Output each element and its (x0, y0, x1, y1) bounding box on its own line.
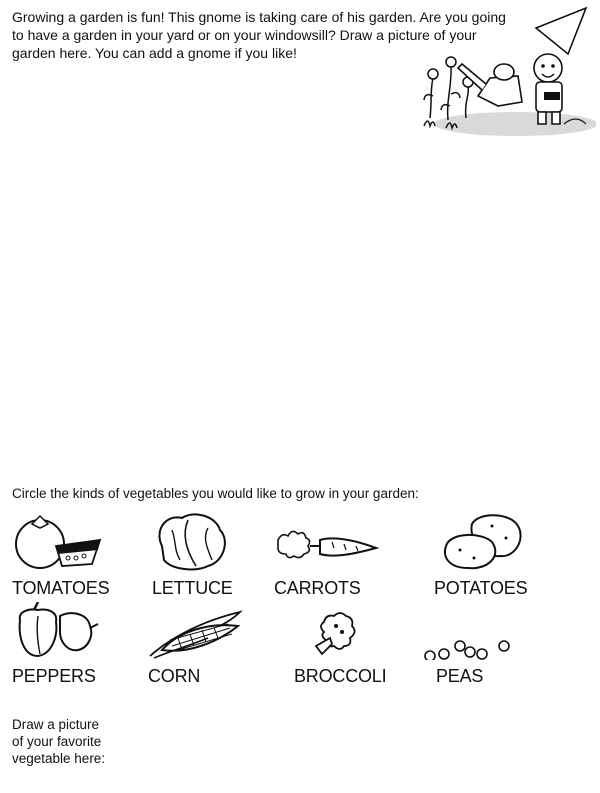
vegetable-lettuce (152, 510, 282, 598)
tomato-icon (12, 510, 107, 572)
draw-prompt (12, 716, 132, 767)
vegetable-label: PEPPERS (12, 666, 96, 686)
draw-prompt-line: vegetable here: (12, 751, 106, 766)
intro-text: Growing a garden is fun! This gnome is taking care of his garden. Are you going to have a garden in your yard or on your windowsill? Draw a picture of your garden here. You can add a gnome if you like! (12, 9, 506, 61)
vegetable-corn (148, 602, 278, 686)
potato-icon (434, 510, 529, 572)
peas-icon (422, 602, 522, 660)
vegetable-label: LETTUCE (152, 578, 233, 598)
vegetable-carrots (274, 510, 404, 598)
pepper-icon (12, 602, 102, 660)
vegetable-tomatoes (12, 510, 142, 598)
vegetable-label: POTATOES (434, 578, 528, 598)
corn-icon (148, 602, 248, 660)
draw-prompt-line: of your favorite (12, 734, 102, 749)
vegetable-label: CARROTS (274, 578, 361, 598)
vegetable-label: PEAS (436, 666, 484, 686)
draw-prompt-line: Draw a picture (12, 717, 100, 732)
circle-prompt: Circle the kinds of vegetables you would like to grow in your garden: (12, 486, 419, 501)
vegetable-potatoes (434, 510, 564, 598)
broccoli-icon (294, 602, 364, 660)
vegetable-label: TOMATOES (12, 578, 110, 598)
vegetable-label: BROCCOLI (294, 666, 387, 686)
vegetable-peppers (12, 602, 142, 686)
lettuce-icon (152, 510, 232, 572)
gnome-illustration (418, 6, 596, 138)
vegetable-peas (422, 602, 552, 686)
vegetable-broccoli (294, 602, 424, 686)
vegetable-label: CORN (148, 666, 201, 686)
carrot-icon (274, 510, 384, 572)
